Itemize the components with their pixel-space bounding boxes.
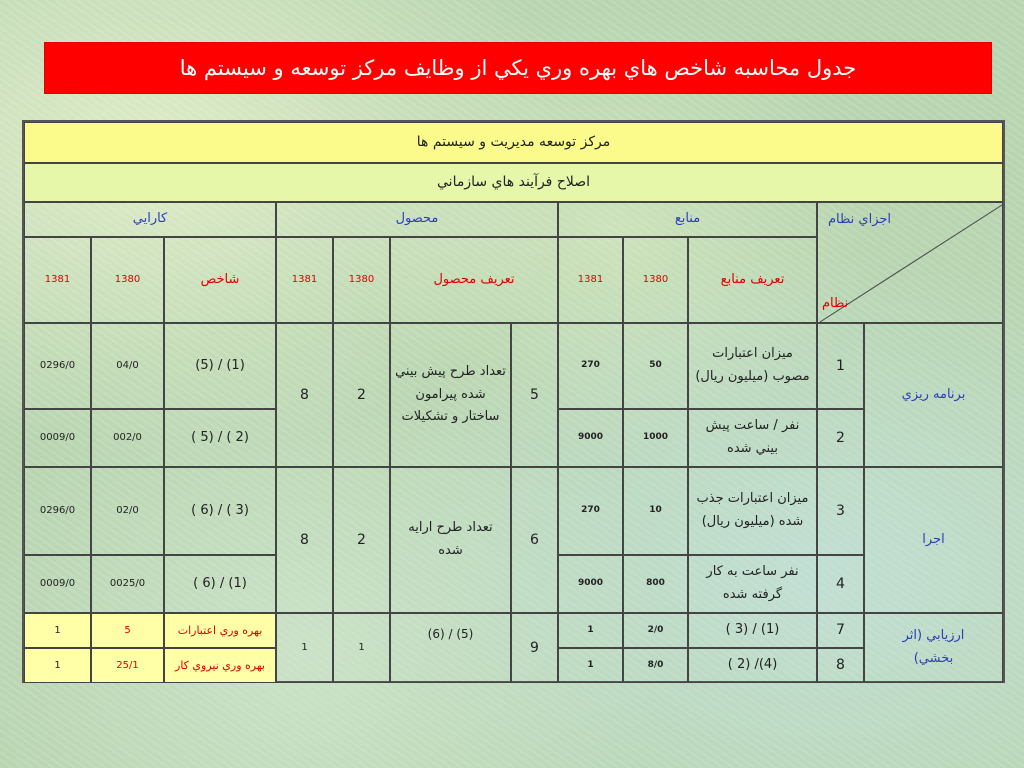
cell-n1381: 9000 [558, 555, 623, 613]
components-label: اجزاي نظام [828, 212, 892, 227]
cell-product-def: تعداد طرح پيش بيني شده پيرامون ساختار و تشكيلات [390, 323, 511, 467]
header-center: مركز توسعه مديريت و سيستم ها [24, 122, 1003, 163]
cell-resource-def: ميزان اعتبارات جذب شده (ميليون ريال) [688, 467, 817, 555]
title-banner [44, 42, 992, 94]
cell-resource-def: (4)/ (2 ) [688, 648, 817, 683]
cell-indicator: (3 ) / (6 ) [164, 467, 276, 555]
col-k1380: 1380 [91, 237, 164, 323]
cell-index: 2 [817, 409, 864, 467]
cell-k1381: 0296/0 [24, 323, 91, 409]
cell-k1380: 02/0 [91, 467, 164, 555]
cell-k1381: 0009/0 [24, 409, 91, 467]
group-efficiency: كارايي [24, 202, 276, 237]
cell-index: 3 [817, 467, 864, 555]
col-product-def: تعريف محصول [390, 237, 558, 323]
cell-index: 1 [817, 323, 864, 409]
cell-n1380: 2/0 [623, 613, 688, 648]
cell-m1381: 8 [276, 467, 333, 613]
col-resource-def: تعريف منابع [688, 237, 817, 323]
col-m1380: 1380 [333, 237, 390, 323]
cell-k1380: 5 [91, 613, 164, 648]
cell-k1380: 002/0 [91, 409, 164, 467]
col-k1381: 1381 [24, 237, 91, 323]
col-m1381: 1381 [276, 237, 333, 323]
cell-m1381: 8 [276, 323, 333, 467]
cell-resource-def: نفر ساعت به كار گرفته شده [688, 555, 817, 613]
cell-n1380: 8/0 [623, 648, 688, 683]
cell-k1380: 25/1 [91, 648, 164, 683]
col-n1381: 1381 [558, 237, 623, 323]
system-components-header [817, 202, 1003, 323]
cell-product-def: (5) / (6) [390, 613, 511, 683]
cell-n1381: 270 [558, 323, 623, 409]
cell-n1381: 1 [558, 648, 623, 683]
col-n1380: 1380 [623, 237, 688, 323]
cell-k1381: 0296/0 [24, 467, 91, 555]
cell-n1380: 800 [623, 555, 688, 613]
system-execution: اجرا [864, 467, 1003, 613]
cell-index: 8 [817, 648, 864, 683]
cell-product-index: 9 [511, 613, 558, 683]
cell-n1381: 9000 [558, 409, 623, 467]
cell-k1380: 04/0 [91, 323, 164, 409]
cell-k1381: 0009/0 [24, 555, 91, 613]
cell-k1380: 0025/0 [91, 555, 164, 613]
cell-k1381: 1 [24, 613, 91, 648]
cell-n1380: 50 [623, 323, 688, 409]
cell-index: 4 [817, 555, 864, 613]
cell-m1380: 1 [333, 613, 390, 683]
cell-indicator: (1) / (5) [164, 323, 276, 409]
cell-m1380: 2 [333, 467, 390, 613]
cell-indicator: (1) / (6 ) [164, 555, 276, 613]
cell-m1381: 1 [276, 613, 333, 683]
cell-n1380: 10 [623, 467, 688, 555]
cell-m1380: 2 [333, 323, 390, 467]
cell-indicator: بهره وري اعتبارات [164, 613, 276, 648]
cell-n1380: 1000 [623, 409, 688, 467]
page-title: جدول محاسبه شاخص هاي بهره وري يكي از وظايف مركز توسعه و سيستم ها [179, 56, 857, 80]
cell-indicator: بهره وري نيروي كار [164, 648, 276, 683]
cell-product-index: 6 [511, 467, 558, 613]
productivity-table [22, 120, 1005, 683]
system-planning: برنامه ريزي [864, 323, 1003, 467]
cell-product-def: تعداد طرح ارايه شده [390, 467, 511, 613]
system-label: نظام [822, 296, 849, 312]
cell-k1381: 1 [24, 648, 91, 683]
cell-index: 7 [817, 613, 864, 648]
group-resources: منابع [558, 202, 817, 237]
cell-product-index: 5 [511, 323, 558, 467]
header-reform: اصلاح فرآيند هاي سازماني [24, 163, 1003, 202]
cell-n1381: 270 [558, 467, 623, 555]
col-indicator: شاخص [164, 237, 276, 323]
cell-resource-def: نفر / ساعت پيش بيني شده [688, 409, 817, 467]
cell-indicator: (2 ) / (5 ) [164, 409, 276, 467]
group-product: محصول [276, 202, 558, 237]
cell-n1381: 1 [558, 613, 623, 648]
cell-resource-def: (1) / (3 ) [688, 613, 817, 648]
cell-resource-def: ميزان اعتبارات مصوب (ميليون ريال) [688, 323, 817, 409]
system-evaluation: ارزيابي (اثر بخشي) [864, 613, 1003, 683]
